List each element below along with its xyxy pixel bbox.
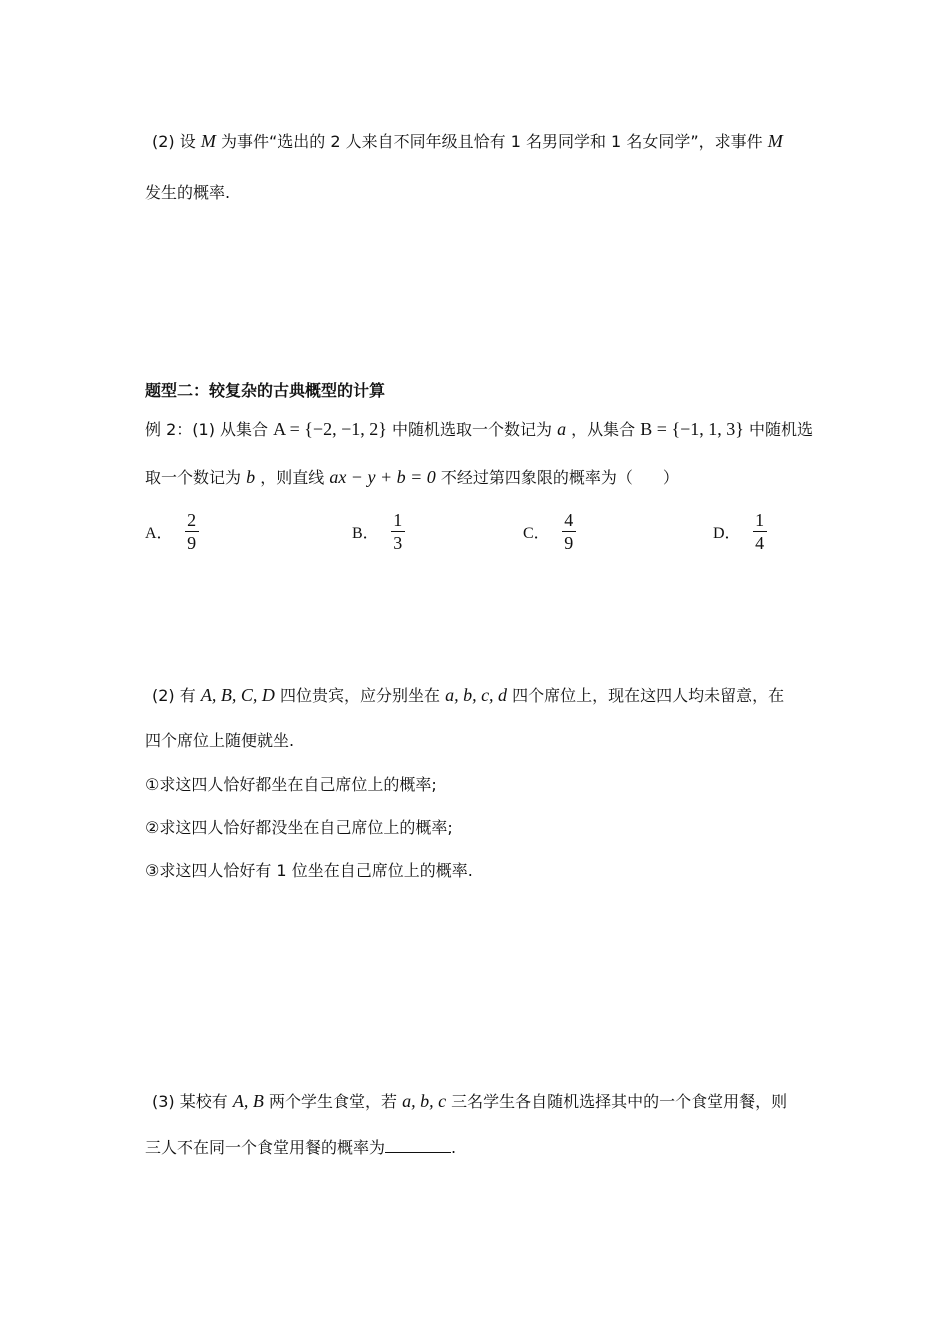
math-variable: a (557, 419, 567, 439)
text-fragment: (2) 设 (152, 132, 196, 151)
option-a[interactable] (145, 508, 199, 554)
option-b[interactable] (352, 508, 405, 554)
math-variable: M (200, 131, 216, 151)
part-3-line-2 (145, 1137, 456, 1159)
text-fragment: ） (662, 468, 679, 487)
numerator: 1 (393, 509, 403, 530)
text-fragment: 中随机选取一个数记为 (391, 420, 552, 439)
text-fragment: (3) 某校有 (152, 1092, 228, 1111)
text-fragment: 三人不在同一个食堂用餐的概率为 (145, 1138, 386, 1157)
quoted-event: “选出的 2 人来自不同年级且恰有 1 名男同学和 1 名女同学” (268, 132, 699, 151)
option-label: D． (713, 524, 741, 542)
option-label: A． (145, 524, 173, 542)
text-fragment: ，求事件 (698, 132, 763, 151)
line-equation: ax − y + b = 0 (329, 467, 436, 487)
denominator: 9 (564, 532, 574, 553)
part-2-line-2: 四个席位上随便就坐. (145, 731, 295, 750)
part-2-item-3: ③求这四人恰好有 1 位坐在自己席位上的概率. (145, 861, 473, 880)
text-fragment: ，从集合 (571, 420, 636, 439)
example-2-line-1 (145, 418, 813, 441)
canteens: A, B (232, 1091, 264, 1111)
option-label: C． (523, 524, 550, 542)
text-fragment: 取一个数记为 (145, 468, 242, 487)
denominator: 9 (187, 532, 197, 553)
option-c[interactable] (523, 508, 576, 554)
option-d[interactable] (713, 508, 767, 554)
numerator: 1 (755, 509, 765, 530)
text-fragment: 三名学生各自随机选择其中的一个食堂用餐，则 (451, 1092, 788, 1111)
answer-blank[interactable] (385, 1138, 451, 1153)
denominator: 4 (755, 532, 765, 553)
option-label: B． (352, 524, 379, 542)
text-fragment: 不经过第四象限的概率为（ (440, 468, 633, 487)
fraction (562, 510, 576, 553)
text-fragment: 中随机选 (748, 420, 813, 439)
guests: A, B, C, D (200, 685, 275, 705)
fraction (391, 510, 405, 553)
example-2-line-2 (145, 466, 679, 489)
fraction (185, 510, 199, 553)
question-1-part-2-line-2: 发生的概率. (145, 183, 231, 202)
numerator: 2 (187, 509, 197, 530)
seats: a, b, c, d (445, 685, 508, 705)
section-heading: 题型二：较复杂的古典概型的计算 (145, 381, 386, 400)
part-2-item-1: ①求这四人恰好都坐在自己席位上的概率; (145, 775, 437, 794)
text-fragment: . (451, 1138, 457, 1157)
denominator: 3 (393, 532, 403, 553)
question-1-part-2-line-1 (152, 130, 783, 153)
text-fragment: (2) 有 (152, 686, 196, 705)
text-fragment: ，则直线 (260, 468, 325, 487)
students: a, b, c (402, 1091, 447, 1111)
numerator: 4 (564, 509, 574, 530)
set-b: B = {−1, 1, 3} (640, 419, 744, 439)
text-fragment: 两个学生食堂，若 (268, 1092, 397, 1111)
part-2-line-1 (152, 684, 784, 707)
text-fragment: 四位贵宾，应分别坐在 (279, 686, 440, 705)
set-a: A = {−2, −1, 2} (273, 419, 387, 439)
fraction (753, 510, 767, 553)
text-fragment: 为事件 (220, 132, 269, 151)
math-variable: b (246, 467, 256, 487)
text-fragment: 四个席位上，现在这四人均未留意，在 (512, 686, 785, 705)
part-3-line-1 (152, 1090, 787, 1113)
example-label: 例 2：(1) 从集合 (145, 420, 269, 439)
part-2-item-2: ②求这四人恰好都没坐在自己席位上的概率; (145, 818, 453, 837)
math-variable: M (767, 131, 783, 151)
